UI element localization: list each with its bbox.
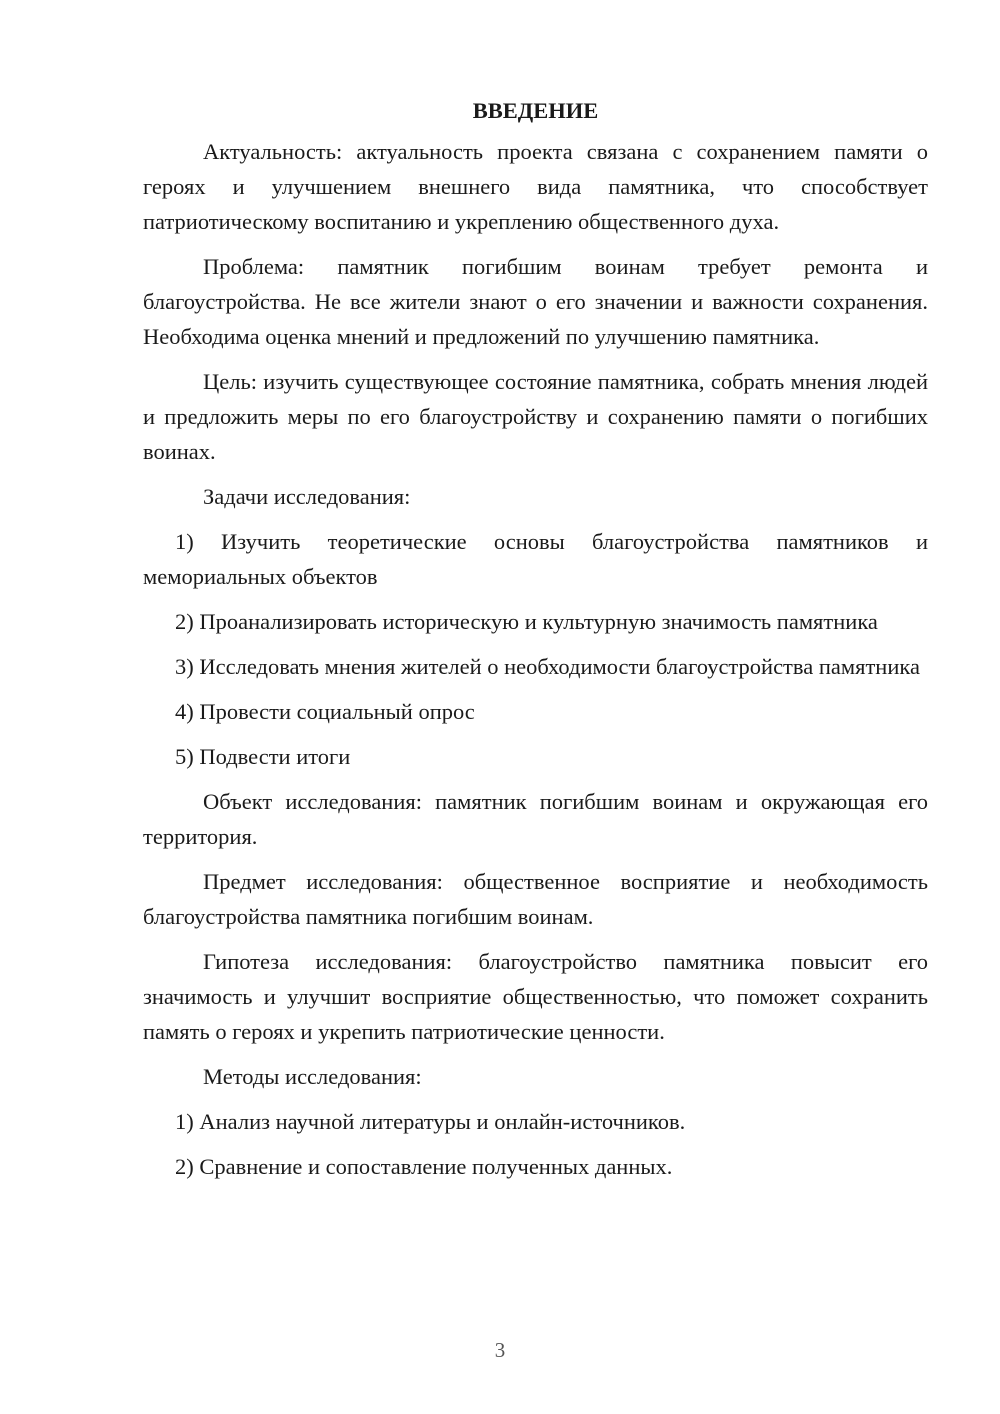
problem-paragraph: Проблема: памятник погибшим воинам требует ремонта и благоустройства. Не все жители знают о его значении и важности сохранения. Необходима оценка мнений и предложений по улучшению памятника. — [143, 254, 928, 349]
section-heading: ВВЕДЕНИЕ — [472, 98, 599, 123]
method-item: 1) Анализ научной литературы и онлайн-источников. — [175, 1109, 686, 1134]
methods-heading: Методы исследования: — [203, 1064, 422, 1089]
document-page — [143, 93, 928, 1194]
relevance-paragraph: Актуальность: актуальность проекта связана с сохранением памяти о героях и улучшением внешнего вида памятника, что способствует патриотическому воспитанию и укреплению общественного духа. — [143, 139, 928, 234]
task-item: 2) Проанализировать историческую и культурную значимость памятника — [175, 609, 878, 634]
task-item: 5) Подвести итоги — [175, 744, 351, 769]
method-item: 2) Сравнение и сопоставление полученных данных. — [175, 1154, 673, 1179]
page-number: 3 — [494, 1338, 506, 1362]
object-paragraph: Объект исследования: памятник погибшим воинам и окружающая его территория. — [143, 789, 928, 849]
task-item: 1) Изучить теоретические основы благоустройства памятников и мемориальных объектов — [143, 529, 928, 589]
hypothesis-paragraph: Гипотеза исследования: благоустройство памятника повысит его значимость и улучшит восприятие общественностью, что поможет сохранить память о героях и укрепить патриотические ценности. — [143, 949, 928, 1044]
task-item: 4) Провести социальный опрос — [175, 699, 475, 724]
tasks-heading: Задачи исследования: — [203, 484, 411, 509]
task-item: 3) Исследовать мнения жителей о необходимости благоустройства памятника — [175, 654, 920, 679]
goal-paragraph: Цель: изучить существующее состояние памятника, собрать мнения людей и предложить меры по его благоустройству и сохранению памяти о погибших воинах. — [143, 369, 928, 464]
subject-paragraph: Предмет исследования: общественное восприятие и необходимость благоустройства памятника погибшим воинам. — [143, 869, 928, 929]
